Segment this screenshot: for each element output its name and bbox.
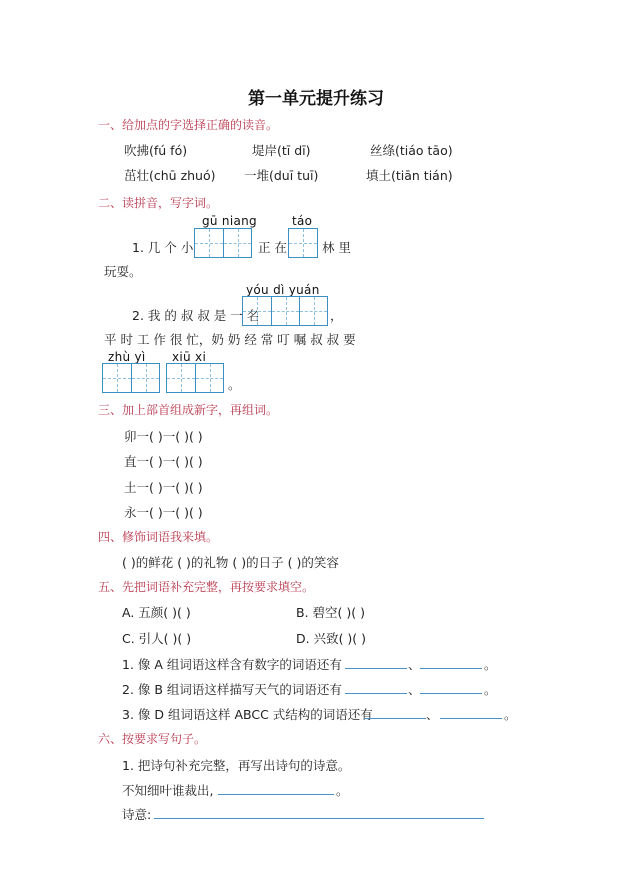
s1-item: 一堆(duī tuī) bbox=[244, 168, 319, 183]
q1-text-c: 林 里 bbox=[322, 240, 351, 255]
separator: 、 bbox=[408, 657, 421, 672]
answer-line[interactable] bbox=[364, 718, 426, 719]
s3-row: 永一( )一( )( ) bbox=[124, 505, 203, 520]
section-5-heading: 五、先把词语补充完整，再按要求填空。 bbox=[98, 580, 315, 594]
writing-grid-xiuxi[interactable] bbox=[166, 363, 224, 393]
s5-c: C. 引人( )( ) bbox=[122, 631, 192, 646]
s1-item: 丝绦(tiáo tāo) bbox=[370, 143, 453, 158]
poem-line: 不知细叶谁裁出, bbox=[122, 783, 214, 798]
page-title: 第一单元提升练习 bbox=[248, 89, 384, 109]
writing-grid-youdiyuan[interactable] bbox=[242, 296, 328, 326]
grid-cell[interactable] bbox=[289, 229, 317, 257]
q2-line2: 平 时 工 作 很 忙，奶 奶 经 常 叮 嘱 叔 叔 要 bbox=[104, 332, 356, 347]
s3-row: 土一( )一( )( ) bbox=[124, 480, 203, 495]
s3-row: 卯一( )一( )( ) bbox=[124, 429, 203, 444]
s1-item: 堤岸(tī dī) bbox=[252, 143, 311, 158]
section-3-heading: 三、加上部首组成新字，再组词。 bbox=[98, 403, 279, 417]
grid-cell[interactable] bbox=[299, 297, 327, 325]
pinyin-tao: táo bbox=[292, 214, 313, 228]
grid-cell[interactable] bbox=[195, 229, 223, 257]
writing-grid-tao[interactable] bbox=[288, 228, 318, 258]
section-6-heading: 六、按要求写句子。 bbox=[98, 732, 207, 746]
s1-item: 填土(tiān tián) bbox=[366, 168, 453, 183]
s5-d: D. 兴致( )( ) bbox=[296, 631, 367, 646]
s6-q1: 1. 把诗句补充完整，再写出诗句的诗意。 bbox=[122, 758, 351, 773]
writing-grid-guniang[interactable] bbox=[194, 228, 252, 258]
q1-continuation: 玩耍。 bbox=[104, 264, 142, 279]
q2-text-a: 2. 我 的 叔 叔 是 一 名 bbox=[132, 308, 260, 323]
section-2-heading: 二、读拼音，写字词。 bbox=[98, 196, 219, 210]
q2-period: 。 bbox=[228, 377, 241, 392]
grid-cell[interactable] bbox=[271, 297, 299, 325]
period: 。 bbox=[484, 657, 497, 672]
q2-comma: ， bbox=[330, 308, 343, 323]
period: 。 bbox=[484, 682, 497, 697]
q1-text-b: 正 在 bbox=[258, 240, 287, 255]
answer-line[interactable] bbox=[345, 668, 407, 669]
poem-answer-line[interactable] bbox=[218, 794, 334, 795]
pinyin-xiuxi: xiū xi bbox=[172, 350, 207, 364]
answer-line[interactable] bbox=[420, 668, 482, 669]
pinyin-youdiyuan: yóu dì yuán bbox=[246, 283, 320, 297]
answer-line[interactable] bbox=[420, 693, 482, 694]
poem-period: 。 bbox=[336, 783, 349, 798]
section-1-heading: 一、给加点的字选择正确的读音。 bbox=[98, 118, 279, 132]
grid-cell[interactable] bbox=[131, 364, 159, 392]
s5-b: B. 碧空( )( ) bbox=[296, 605, 365, 620]
s5-q3: 3. 像 D 组词语这样 ABCC 式结构的词语还有 bbox=[122, 707, 373, 722]
section-4-heading: 四、修饰词语我来填。 bbox=[98, 530, 219, 544]
s1-item: 吹拂(fú fó) bbox=[124, 143, 188, 158]
grid-cell[interactable] bbox=[167, 364, 195, 392]
period: 。 bbox=[504, 707, 517, 722]
meaning-label: 诗意: bbox=[122, 807, 152, 822]
s3-row: 直一( )一( )( ) bbox=[124, 454, 203, 469]
separator: 、 bbox=[408, 682, 421, 697]
grid-cell[interactable] bbox=[103, 364, 131, 392]
pinyin-zhuyi: zhù yì bbox=[108, 350, 146, 364]
grid-cell[interactable] bbox=[243, 297, 271, 325]
s5-a: A. 五颜( )( ) bbox=[122, 605, 191, 620]
pinyin-guniang: gū niang bbox=[202, 214, 257, 228]
s5-q2: 2. 像 B 组词语这样描写天气的词语还有 bbox=[122, 682, 342, 697]
grid-cell[interactable] bbox=[223, 229, 251, 257]
answer-line[interactable] bbox=[345, 693, 407, 694]
s4-line: ( )的鲜花 ( )的礼物 ( )的日子 ( )的笑容 bbox=[122, 555, 339, 570]
q1-text-a: 1. 几 个 小 bbox=[132, 240, 194, 255]
writing-grid-zhuyi[interactable] bbox=[102, 363, 160, 393]
s1-item: 茁壮(chū zhuó) bbox=[124, 168, 216, 183]
separator: 、 bbox=[426, 707, 439, 722]
s5-q1: 1. 像 A 组词语这样含有数字的词语还有 bbox=[122, 657, 342, 672]
meaning-answer-line[interactable] bbox=[154, 818, 484, 819]
answer-line[interactable] bbox=[440, 718, 502, 719]
grid-cell[interactable] bbox=[195, 364, 223, 392]
